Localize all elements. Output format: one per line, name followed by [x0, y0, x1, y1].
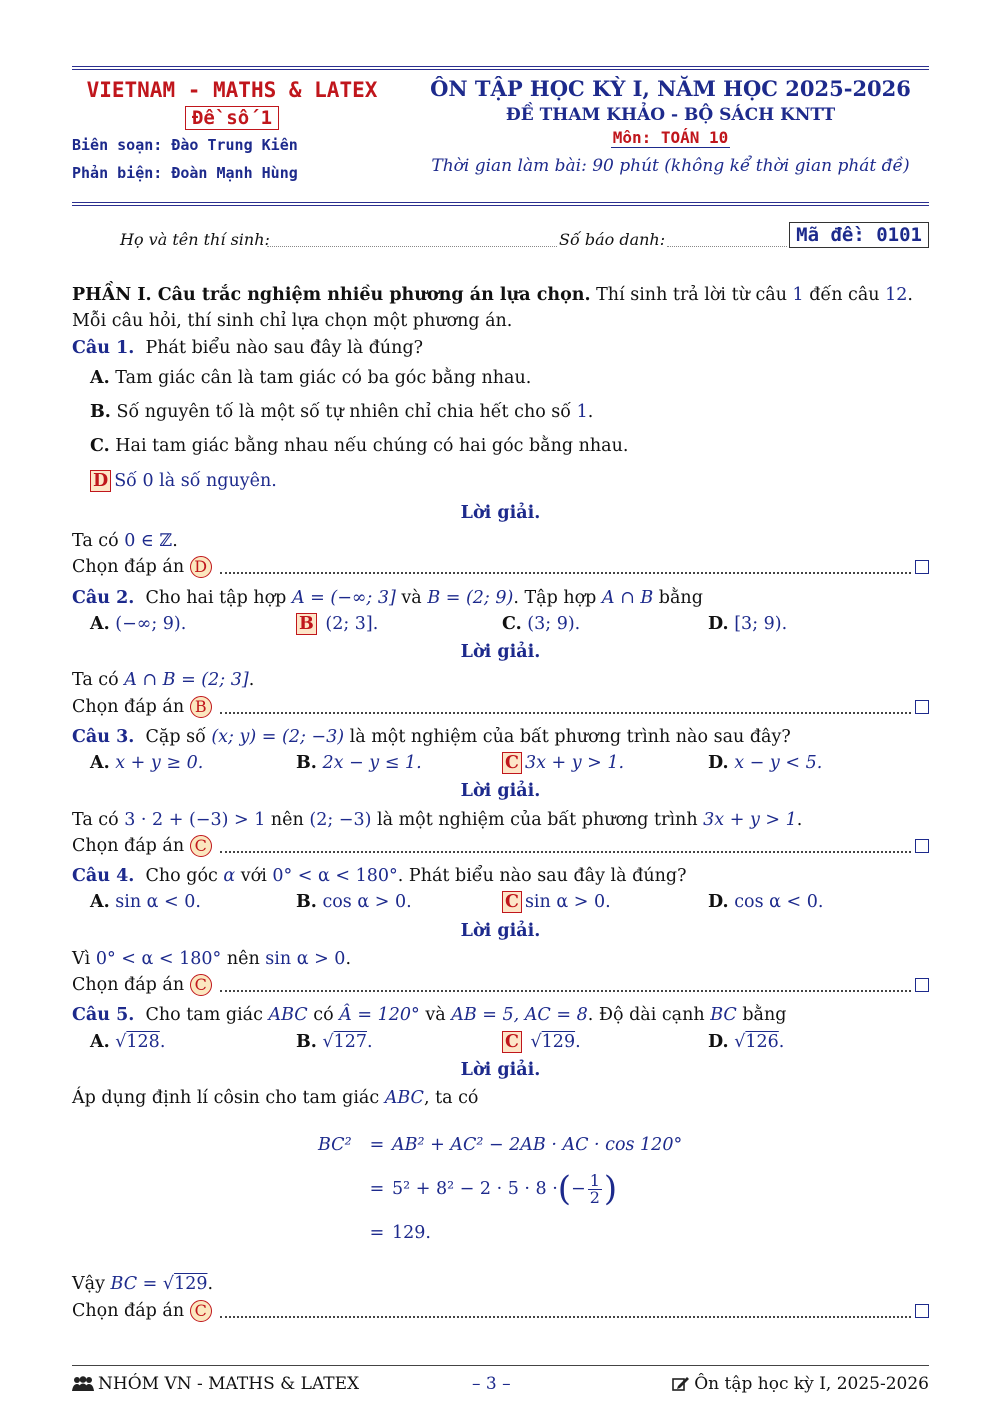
solution-title: Lời giải.	[460, 642, 541, 662]
q5-answer-line: Chọn đáp án C	[72, 1298, 929, 1324]
header-bottom-rule	[72, 202, 929, 206]
option-b[interactable]: B. √127.	[296, 1031, 373, 1052]
exam-code-box: Mã đề: 0101	[789, 222, 929, 248]
option-b[interactable]: B. cos α > 0.	[296, 892, 412, 913]
answer-circle: C	[190, 835, 212, 857]
edit-icon	[672, 1376, 690, 1392]
candidate-info	[72, 222, 929, 256]
exam-subtitle: ĐỀ THAM KHẢO - BỘ SÁCH KNTT	[505, 105, 836, 125]
option-c[interactable]: C. (3; 9).	[502, 613, 581, 634]
option-d-correct[interactable]: D Số 0 là số nguyên.	[90, 464, 929, 498]
header-top-rule	[72, 66, 929, 70]
solution-title: Lời giải.	[460, 781, 541, 802]
part1-title: PHẦN I. Câu trắc nghiệm nhiều phương án lựa chọn.	[72, 285, 591, 305]
solution-title: Lời giải.	[460, 920, 541, 941]
option-d[interactable]: D. √126.	[708, 1031, 785, 1052]
author-credit: Biên soạn: Đào Trung Kiên	[72, 136, 298, 154]
header-left	[72, 78, 392, 182]
q5-conclusion: Vậy BC = √129.	[72, 1274, 214, 1295]
answer-circle: C	[190, 974, 212, 996]
end-square-icon	[915, 978, 929, 992]
end-square-icon	[915, 560, 929, 574]
question-1: Câu 1. Phát biểu nào sau đây là đúng?	[72, 337, 424, 358]
option-c-correct[interactable]: C sin α > 0.	[502, 889, 708, 915]
page-number: – 3 –	[472, 1374, 511, 1394]
option-c-correct[interactable]: C √129.	[502, 1029, 708, 1055]
option-a[interactable]: A. sin α < 0.	[90, 892, 201, 913]
question-2: Câu 2. Cho hai tập hợp A = (−∞; 3] và B = (2; 9). Tập hợp A ∩ B bằng	[72, 587, 703, 608]
answer-circle: C	[190, 1300, 212, 1322]
option-c-correct[interactable]: C 3x + y > 1.	[502, 750, 708, 776]
solution-title: Lời giải.	[460, 502, 541, 523]
q1-answer-line: Chọn đáp án D	[72, 554, 929, 580]
q2-answer-line: Chọn đáp án B	[72, 694, 929, 720]
q3-solution: Ta có 3 · 2 + (−3) > 1 nên (2; −3) là một nghiệm của bất phương trình 3x + y > 1.	[72, 809, 803, 830]
q4-answer-line: Chọn đáp án C	[72, 972, 929, 998]
answer-circle: B	[190, 696, 212, 718]
q2-solution: Ta có A ∩ B = (2; 3].	[72, 670, 255, 691]
candidate-number-label: Số báo danh:	[559, 230, 666, 249]
q5-solution-intro: Áp dụng định lí côsin cho tam giác ABC, ta có	[72, 1088, 479, 1108]
question-4: Câu 4. Cho góc α với 0° < α < 180°. Phát biểu nào sau đây là đúng?	[72, 866, 687, 886]
q5-options	[72, 1029, 929, 1055]
exam-content	[72, 282, 929, 1324]
q3-answer-line: Chọn đáp án C	[72, 833, 929, 859]
q1-options	[90, 361, 929, 498]
q3-options	[72, 750, 929, 776]
option-a[interactable]: A. x + y ≥ 0.	[90, 753, 204, 773]
candidate-number-field[interactable]	[667, 246, 787, 247]
end-square-icon	[915, 700, 929, 714]
exam-duration: Thời gian làm bài: 90 phút (không kể thời gian phát đề)	[431, 156, 910, 176]
option-a[interactable]: A. Tam giác cân là tam giác có ba góc bằng nhau.	[90, 367, 532, 388]
subject-label: Môn: TOÁN 10	[612, 128, 729, 147]
option-d[interactable]: D. [3; 9).	[708, 613, 788, 634]
option-b-correct[interactable]: B (2; 3].	[296, 611, 502, 637]
reviewer-credit: Phản biện: Đoàn Mạnh Hùng	[72, 164, 298, 182]
question-3: Câu 3. Cặp số (x; y) = (2; −3) là một nghiệm của bất phương trình nào sau đây?	[72, 726, 791, 747]
option-b[interactable]: B. 2x − y ≤ 1.	[296, 753, 422, 773]
q2-options	[72, 611, 929, 637]
option-a[interactable]: A. √128.	[90, 1031, 166, 1052]
question-label: Câu 1.	[72, 337, 135, 358]
header-right	[412, 76, 929, 176]
footer-title: Ôn tập học kỳ I, 2025-2026	[672, 1374, 929, 1394]
footer-group: NHÓM VN - MATHS & LATEX	[72, 1374, 359, 1394]
exam-number-box: Đề số 1	[185, 106, 279, 130]
part1-instructions: PHẦN I. Câu trắc nghiệm nhiều phương án lựa chọn. Thí sinh trả lời từ câu 1 đến câu 12. Mỗi câu hỏi, thí sinh chỉ lựa chọn một phương án.	[72, 285, 913, 332]
cosine-law-equation: BC² = AB² + AC² − 2AB · AC · cos 120° = 5² + 8² − 2 · 5 · 8 · ( − $\frac{1}{2}$ ) = 129.	[318, 1134, 683, 1243]
option-c[interactable]: C. Hai tam giác bằng nhau nếu chúng có hai góc bằng nhau.	[90, 436, 629, 457]
correct-answer-box: D	[90, 470, 111, 492]
users-icon	[72, 1376, 94, 1392]
exam-title: ÔN TẬP HỌC KỲ I, NĂM HỌC 2025-2026	[430, 76, 911, 101]
option-d[interactable]: D. x − y < 5.	[708, 753, 823, 773]
end-square-icon	[915, 839, 929, 853]
candidate-name-label: Họ và tên thí sinh:	[120, 230, 270, 249]
candidate-name-field[interactable]	[267, 246, 557, 247]
end-square-icon	[915, 1304, 929, 1318]
option-a[interactable]: A. (−∞; 9).	[90, 613, 187, 634]
solution-title: Lời giải.	[460, 1059, 541, 1080]
question-5: Câu 5. Cho tam giác ABC có Â = 120° và AB = 5, AC = 8. Độ dài cạnh BC bằng	[72, 1005, 787, 1026]
school-name: VIETNAM - MATHS & LATEX	[86, 78, 378, 102]
answer-circle: D	[190, 556, 212, 578]
q1-solution: Ta có 0 ∈ ℤ.	[72, 531, 178, 551]
q4-options	[72, 889, 929, 915]
option-d[interactable]: D. cos α < 0.	[708, 892, 824, 913]
footer-rule	[72, 1365, 929, 1366]
exam-page	[72, 0, 929, 1415]
q4-solution: Vì 0° < α < 180° nên sin α > 0.	[72, 948, 352, 969]
option-b[interactable]: B. Số nguyên tố là một số tự nhiên chỉ chia hết cho số 1.	[90, 402, 594, 422]
